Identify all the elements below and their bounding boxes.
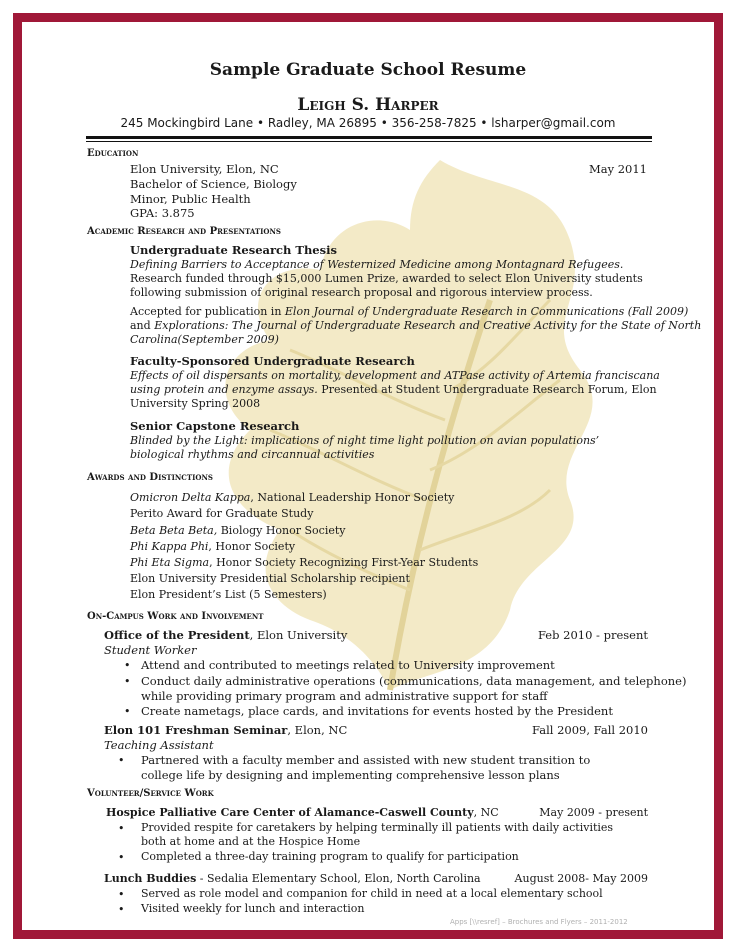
oncampus-heading: On-Campus Work and Involvement <box>87 611 264 622</box>
education-heading: Education <box>87 148 139 159</box>
job2-heading <box>104 723 347 737</box>
education-date: May 2011 <box>588 162 647 176</box>
publication-prefix: Accepted for publication in <box>130 305 285 318</box>
volunteer2-bullet-1: Served as role model and companion for child in need at a local elementary school <box>141 887 603 900</box>
award-item <box>130 588 327 601</box>
job1-heading <box>104 628 347 642</box>
publication-journal-1: Elon Journal of Undergraduate Research in Communications (Fall 2009) <box>284 305 689 318</box>
bullet: • <box>118 822 125 835</box>
volunteer1-bullet-1-cont: both at home and at the Hospice Home <box>141 835 361 848</box>
volunteer1-date: May 2009 - present <box>539 806 648 819</box>
award-item <box>130 540 295 553</box>
bullet: • <box>118 754 125 767</box>
bullet: • <box>118 851 125 864</box>
candidate-name: Leigh S. Harper <box>297 95 439 115</box>
bullet: • <box>118 888 125 901</box>
bullet: • <box>124 675 131 688</box>
volunteer2-date: August 2008- May 2009 <box>514 872 648 885</box>
award-item <box>130 491 454 504</box>
faculty-research-line-2-rest: Presented at Student Undergraduate Research Forum, Elon <box>317 383 657 396</box>
contact-line: 245 Mockingbird Lane • Radley, MA 26895 • 356-258-7825 • lsharper@gmail.com <box>120 116 616 130</box>
volunteer2-bullet-2: Visited weekly for lunch and interaction <box>141 902 365 915</box>
education-gpa: GPA: 3.875 <box>130 206 195 220</box>
thesis-line-2: following submission of original research proposal and rigorous interview process. <box>130 286 593 299</box>
volunteer2-org: Lunch Buddies <box>104 872 197 885</box>
thesis-subtitle: Defining Barriers to Acceptance of Westernized Medicine among Montagnard Refugees. <box>130 258 624 271</box>
volunteer1-bullet-1: Provided respite for caretakers by helping terminally ill patients with daily activities <box>141 821 614 834</box>
capstone-title: Senior Capstone Research <box>130 419 300 433</box>
awards-heading: Awards and Distinctions <box>87 472 213 483</box>
education-degree: Bachelor of Science, Biology <box>130 177 297 191</box>
footer-text: Apps [\\resref] – Brochures and Flyers – 2011-2012 <box>450 918 628 926</box>
award-item <box>130 524 346 537</box>
job2-date: Fall 2009, Fall 2010 <box>532 723 648 737</box>
thesis-title: Undergraduate Research Thesis <box>130 243 337 257</box>
education-minor: Minor, Public Health <box>130 192 251 206</box>
job1-location: , Elon University <box>249 628 348 642</box>
faculty-research-line-3: University Spring 2008 <box>130 397 261 410</box>
award-text: Perito Award for Graduate Study <box>130 507 314 520</box>
faculty-research-line-2 <box>130 383 657 396</box>
bullet: • <box>124 705 131 718</box>
award-item <box>130 507 313 520</box>
publication-journal-2: Explorations: The Journal of Undergraduate Research and Creative Activity for the State of North <box>154 319 702 332</box>
award-text: , Honor Society Recognizing First-Year Students <box>209 556 479 569</box>
award-item <box>130 556 478 569</box>
education-school: Elon University, Elon, NC <box>130 162 279 176</box>
award-item <box>130 572 410 585</box>
job2-bullet-1-cont: college life by designing and implementing comprehensive lesson plans <box>141 768 560 782</box>
bullet: • <box>118 903 125 916</box>
volunteer1-location: , NC <box>473 806 499 819</box>
faculty-research-title: Faculty-Sponsored Undergraduate Research <box>130 354 415 368</box>
volunteer1-bullet-2: Completed a three-day training program to qualify for participation <box>141 850 519 863</box>
volunteer1-org: Hospice Palliative Care Center of Alamance-Caswell County <box>106 806 474 819</box>
header-rule-thin <box>86 141 652 142</box>
job1-bullet-3: Create nametags, place cards, and invitations for events hosted by the President <box>141 704 613 718</box>
volunteer2-heading <box>104 872 481 885</box>
capstone-line-2: biological rhythms and circannual activities <box>130 448 375 461</box>
faculty-research-line-2-italic: using protein and enzyme assays. <box>130 383 318 396</box>
award-text: Elon President’s List (5 Semesters) <box>130 588 327 601</box>
job1-bullet-2: Conduct daily administrative operations (communications, data management, and telephone) <box>141 674 687 688</box>
award-italic: Phi Eta Sigma <box>130 556 210 569</box>
job1-role: Student Worker <box>104 643 197 657</box>
award-text: Biology Honor Society <box>217 524 346 537</box>
faculty-research-line-1: Effects of oil dispersants on mortality, development and ATPase activity of Artemia franciscana <box>130 369 660 382</box>
job2-org: Elon 101 Freshman Seminar <box>104 723 288 737</box>
award-text: Elon University Presidential Scholarship recipient <box>130 572 410 585</box>
award-italic: Beta Beta Beta, <box>130 524 218 537</box>
capstone-line-1: Blinded by the Light: implications of night time light pollution on avian populations’ <box>130 434 600 447</box>
job1-bullet-1: Attend and contributed to meetings related to University improvement <box>141 658 555 672</box>
publication-line-1 <box>130 305 688 318</box>
job2-location: , Elon, NC <box>287 723 348 737</box>
research-heading: Academic Research and Presentations <box>87 226 281 237</box>
document-title: Sample Graduate School Resume <box>209 60 527 80</box>
publication-and: and <box>130 319 155 332</box>
header-rule-thick <box>86 136 652 139</box>
job2-role: Teaching Assistant <box>104 738 214 752</box>
award-italic: Omicron Delta Kappa <box>130 491 251 504</box>
job2-bullet-1: Partnered with a faculty member and assisted with new student transition to <box>141 753 591 767</box>
award-text: , National Leadership Honor Society <box>250 491 455 504</box>
thesis-line-1: Research funded through $15,000 Lumen Prize, awarded to select Elon University students <box>130 272 643 285</box>
job1-bullet-2-cont: while providing primary program and administrative support for staff <box>141 689 548 703</box>
bullet: • <box>124 659 131 672</box>
volunteer-heading: Volunteer/Service Work <box>87 788 214 799</box>
volunteer2-location: - Sedalia Elementary School, Elon, North Carolina <box>196 872 481 885</box>
volunteer1-heading <box>106 806 499 819</box>
award-italic: Phi Kappa Phi <box>130 540 209 553</box>
publication-line-3: Carolina(September 2009) <box>130 333 279 346</box>
award-text: , Honor Society <box>208 540 296 553</box>
job1-date: Feb 2010 - present <box>537 628 648 642</box>
job1-org: Office of the President <box>104 628 250 642</box>
publication-line-2 <box>130 319 701 332</box>
